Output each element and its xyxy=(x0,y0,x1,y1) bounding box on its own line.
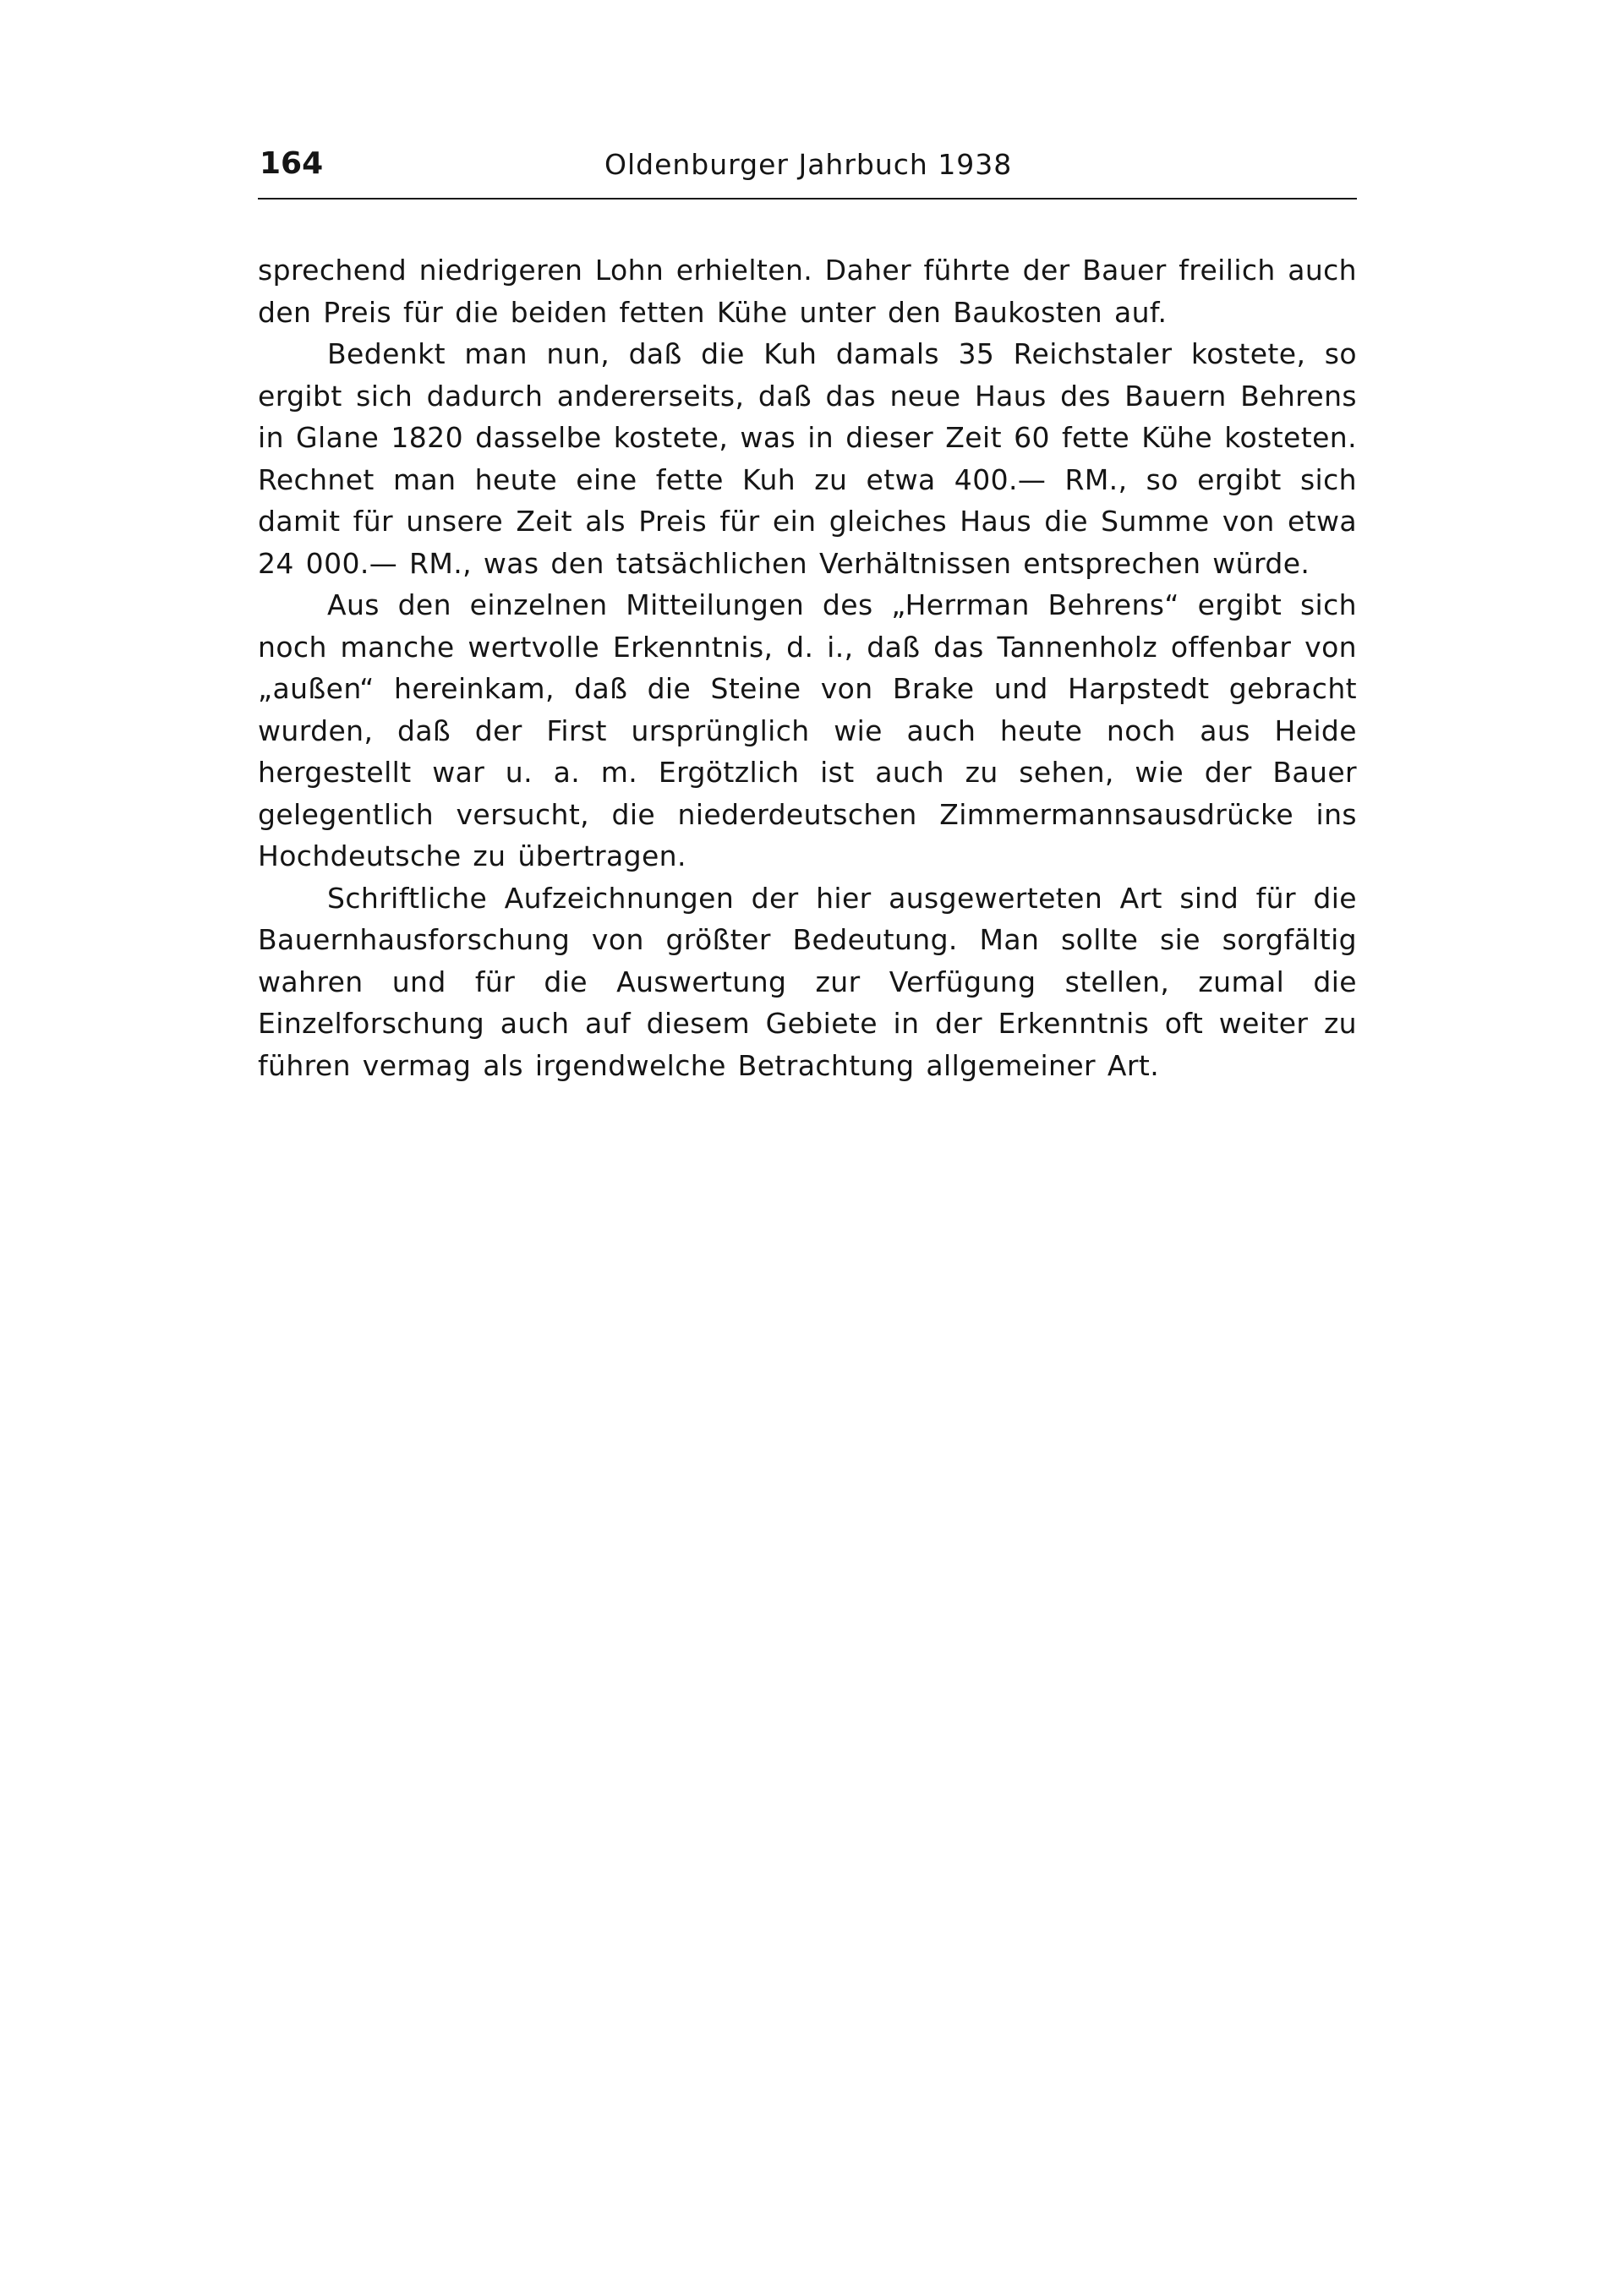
header-rule xyxy=(258,198,1357,200)
body-text xyxy=(258,249,1357,1086)
paragraph-2: Bedenkt man nun, daß die Kuh damals 35 Reichstaler kostete, so ergibt sich dadurch andererseits, daß das neue Haus des Bauern Behrens in Glane 1820 dasselbe kostete, was in dieser Zeit 60 fette Kühe kosteten. Rechnet man heute eine fette Kuh zu etwa 400.— RM., so ergibt sich damit für unsere Zeit als Preis für ein gleiches Haus die Summe von etwa 24 000.— RM., was den tatsächlichen Verhältnissen entsprechen würde. xyxy=(258,337,1357,580)
paragraph-3: Aus den einzelnen Mitteilungen des „Herrman Behrens“ ergibt sich noch manche wertvolle Erkenntnis, d. i., daß das Tannenholz offenbar von „außen“ hereinkam, daß die Steine von Brake und Harpstedt gebracht wurden, daß der First ursprünglich wie auch heute noch aus Heide hergestellt war u. a. m. Ergötzlich ist auch zu sehen, wie der Bauer gelegentlich versucht, die niederdeutschen Zimmermannsausdrücke ins Hochdeutsche zu übertragen. xyxy=(258,588,1357,872)
running-title: Oldenburger Jahrbuch 1938 xyxy=(604,148,1013,181)
paragraph-1: sprechend niedrigeren Lohn erhielten. Daher führte der Bauer freilich auch den Preis für die beiden fetten Kühe unter den Baukosten auf. xyxy=(258,254,1357,329)
paragraph-4: Schriftliche Aufzeichnungen der hier ausgewerteten Art sind für die Bauernhausforschung von größter Bedeutung. Man sollte sie sorgfältig wahren und für die Auswertung zur Verfügung stellen, zumal die Einzelforschung auch auf diesem Gebiete in der Erkenntnis oft weiter zu führen vermag als irgendwelche Betrachtung allgemeiner Art. xyxy=(258,881,1357,1082)
page-header xyxy=(258,144,1357,184)
page-number: 164 xyxy=(260,146,324,181)
